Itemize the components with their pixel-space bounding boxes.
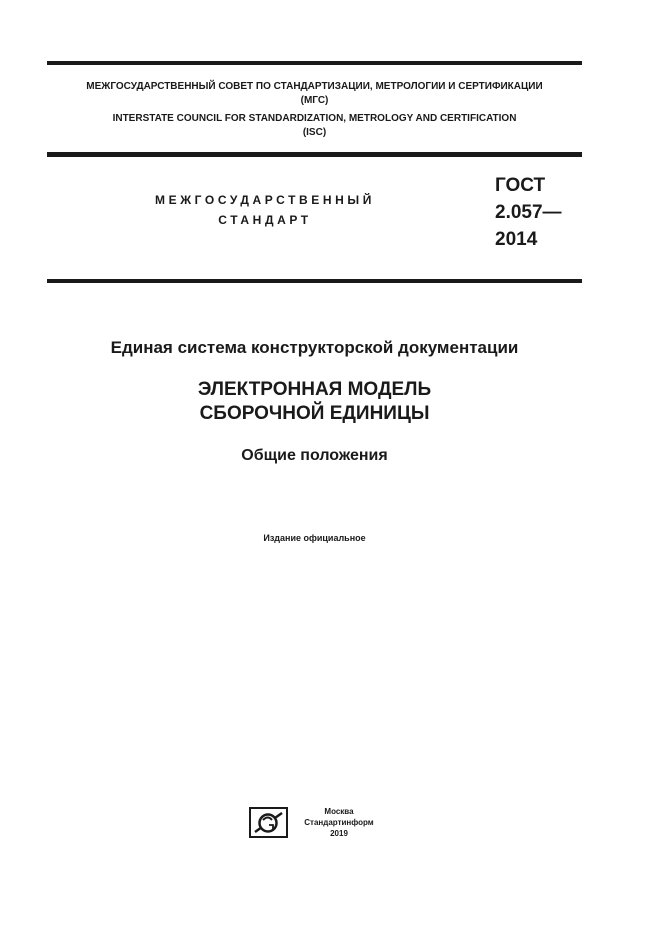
document-title <box>47 378 582 426</box>
standard-type <box>120 190 410 230</box>
council-name-en <box>47 112 582 140</box>
council-en-line1: INTERSTATE COUNCIL FOR STANDARDIZATION, METROLOGY AND CERTIFICATION <box>112 113 517 124</box>
document-series: Единая система конструкторской документации <box>110 338 519 357</box>
designation-number: 2.057— <box>495 202 562 223</box>
standard-type-line2: СТАНДАРТ <box>218 213 312 227</box>
top-rule <box>47 61 582 65</box>
designation-prefix: ГОСТ <box>495 175 546 196</box>
title-line1: ЭЛЕКТРОННАЯ МОДЕЛЬ <box>197 379 432 400</box>
imprint <box>296 806 382 839</box>
designation-year: 2014 <box>495 229 538 250</box>
header-rule <box>47 152 582 157</box>
publisher-logo-icon <box>249 807 288 838</box>
imprint-city: Москва <box>324 807 354 816</box>
standard-type-line1: МЕЖГОСУДАРСТВЕННЫЙ <box>155 193 375 207</box>
council-ru-line2: (МГС) <box>300 95 329 106</box>
standard-designation <box>495 172 562 253</box>
council-name-ru <box>47 80 582 108</box>
designation-rule <box>47 279 582 283</box>
title-line2: СБОРОЧНОЙ ЕДИНИЦЫ <box>199 403 430 424</box>
council-en-line2: (ISC) <box>302 127 327 138</box>
imprint-publisher: Стандартинформ <box>304 818 374 827</box>
edition-note: Издание официальное <box>263 533 366 543</box>
council-ru-line1: МЕЖГОСУДАРСТВЕННЫЙ СОВЕТ ПО СТАНДАРТИЗАЦИИ, МЕТРОЛОГИИ И СЕРТИФИКАЦИИ <box>86 81 543 92</box>
document-subtitle: Общие положения <box>241 447 388 464</box>
imprint-year: 2019 <box>330 829 348 838</box>
